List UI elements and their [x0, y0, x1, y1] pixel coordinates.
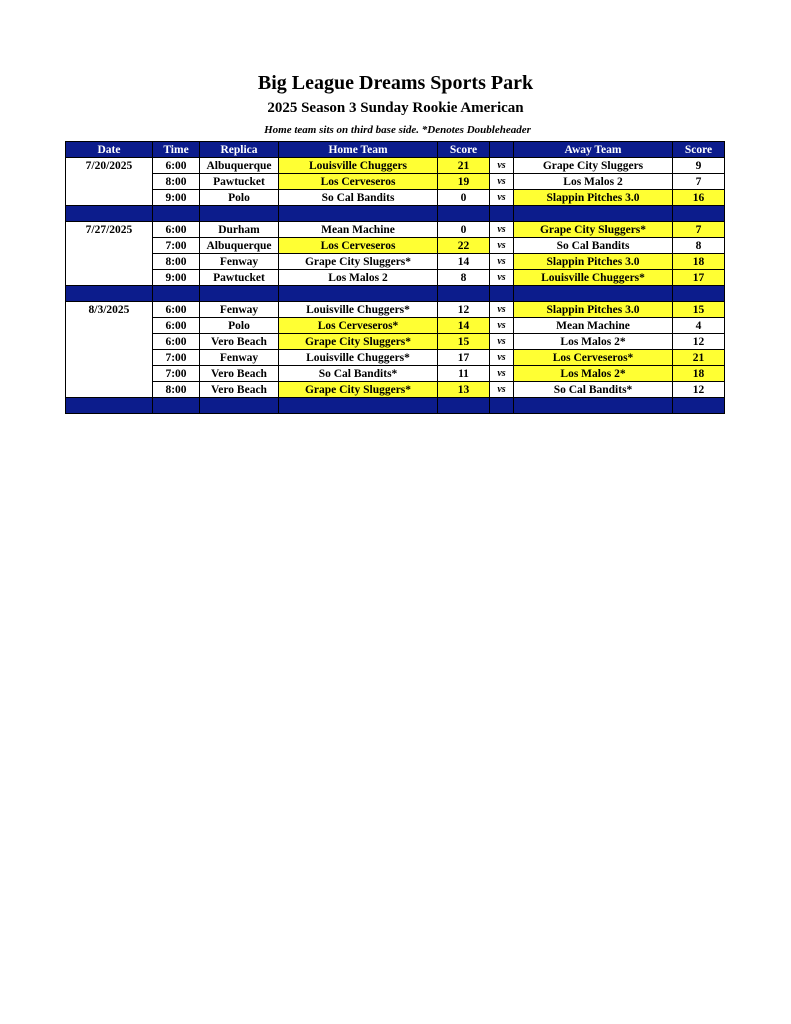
separator-cell — [514, 206, 673, 222]
date-cell: 7/27/2025 — [66, 222, 153, 238]
away-team-cell: Los Cerveseros* — [514, 350, 673, 366]
separator-cell — [66, 206, 153, 222]
away-score-cell: 7 — [673, 174, 725, 190]
vs-cell: vs — [490, 270, 514, 286]
game-row — [66, 254, 725, 270]
game-row — [66, 270, 725, 286]
away-team-cell: Slappin Pitches 3.0 — [514, 254, 673, 270]
away-team-cell: Mean Machine — [514, 318, 673, 334]
time-cell: 9:00 — [153, 270, 200, 286]
time-cell: 9:00 — [153, 190, 200, 206]
time-cell: 8:00 — [153, 382, 200, 398]
col-away-score-header: Score — [673, 142, 725, 158]
separator-cell — [438, 206, 490, 222]
away-score-cell: 18 — [673, 254, 725, 270]
home-team-cell: Louisville Chuggers* — [279, 350, 438, 366]
vs-cell: vs — [490, 238, 514, 254]
away-team-cell: Los Malos 2* — [514, 366, 673, 382]
date-cell — [66, 334, 153, 350]
game-row — [66, 174, 725, 190]
time-cell: 6:00 — [153, 158, 200, 174]
home-score-cell: 22 — [438, 238, 490, 254]
separator-cell — [438, 286, 490, 302]
game-row — [66, 158, 725, 174]
col-vs-header — [490, 142, 514, 158]
schedule-body — [66, 158, 725, 414]
separator-cell — [514, 286, 673, 302]
time-cell: 6:00 — [153, 222, 200, 238]
schedule-note: Home team sits on third base side. *Denotes Doubleheader — [264, 124, 531, 136]
home-score-cell: 14 — [438, 318, 490, 334]
separator-cell — [200, 206, 279, 222]
home-team-cell: Grape City Sluggers* — [279, 382, 438, 398]
home-team-cell: Louisville Chuggers — [279, 158, 438, 174]
time-cell: 7:00 — [153, 238, 200, 254]
game-row — [66, 238, 725, 254]
date-cell — [66, 382, 153, 398]
home-score-cell: 11 — [438, 366, 490, 382]
date-cell — [66, 238, 153, 254]
home-score-cell: 15 — [438, 334, 490, 350]
col-replica-header: Replica — [200, 142, 279, 158]
separator-cell — [514, 398, 673, 414]
vs-cell: vs — [490, 318, 514, 334]
home-team-cell: Grape City Sluggers* — [279, 254, 438, 270]
date-cell — [66, 254, 153, 270]
page-title: Big League Dreams Sports Park — [257, 72, 534, 94]
vs-cell: vs — [490, 366, 514, 382]
separator-cell — [490, 206, 514, 222]
home-score-cell: 0 — [438, 222, 490, 238]
col-home-team-header: Home Team — [279, 142, 438, 158]
replica-cell: Vero Beach — [200, 366, 279, 382]
replica-cell: Fenway — [200, 350, 279, 366]
away-team-cell: Slappin Pitches 3.0 — [514, 302, 673, 318]
date-cell — [66, 350, 153, 366]
away-team-cell: Grape City Sluggers — [514, 158, 673, 174]
away-score-cell: 7 — [673, 222, 725, 238]
replica-cell: Albuquerque — [200, 158, 279, 174]
vs-cell: vs — [490, 158, 514, 174]
separator-cell — [200, 398, 279, 414]
date-cell — [66, 366, 153, 382]
game-row — [66, 334, 725, 350]
separator-cell — [153, 206, 200, 222]
vs-cell: vs — [490, 350, 514, 366]
separator-cell — [279, 286, 438, 302]
vs-cell: vs — [490, 190, 514, 206]
away-score-cell: 16 — [673, 190, 725, 206]
home-team-cell: Grape City Sluggers* — [279, 334, 438, 350]
header-row — [66, 142, 725, 158]
separator-cell — [673, 398, 725, 414]
separator-cell — [200, 286, 279, 302]
game-row — [66, 302, 725, 318]
home-team-cell: Los Cerveseros — [279, 174, 438, 190]
home-score-cell: 8 — [438, 270, 490, 286]
away-team-cell: So Cal Bandits — [514, 238, 673, 254]
away-score-cell: 21 — [673, 350, 725, 366]
separator-cell — [673, 206, 725, 222]
away-team-cell: Louisville Chuggers* — [514, 270, 673, 286]
separator-cell — [279, 206, 438, 222]
home-score-cell: 13 — [438, 382, 490, 398]
home-team-cell: Louisville Chuggers* — [279, 302, 438, 318]
replica-cell: Vero Beach — [200, 334, 279, 350]
col-home-score-header: Score — [438, 142, 490, 158]
game-row — [66, 222, 725, 238]
vs-cell: vs — [490, 334, 514, 350]
away-team-cell: Grape City Sluggers* — [514, 222, 673, 238]
time-cell: 8:00 — [153, 254, 200, 270]
away-score-cell: 9 — [673, 158, 725, 174]
home-score-cell: 17 — [438, 350, 490, 366]
time-cell: 8:00 — [153, 174, 200, 190]
date-cell: 8/3/2025 — [66, 302, 153, 318]
separator-cell — [153, 286, 200, 302]
group-separator-row — [66, 206, 725, 222]
time-cell: 6:00 — [153, 302, 200, 318]
date-cell — [66, 190, 153, 206]
replica-cell: Fenway — [200, 254, 279, 270]
separator-cell — [279, 398, 438, 414]
home-score-cell: 0 — [438, 190, 490, 206]
home-team-cell: Los Cerveseros — [279, 238, 438, 254]
away-team-cell: Los Malos 2* — [514, 334, 673, 350]
away-team-cell: Slappin Pitches 3.0 — [514, 190, 673, 206]
replica-cell: Fenway — [200, 302, 279, 318]
game-row — [66, 318, 725, 334]
replica-cell: Polo — [200, 318, 279, 334]
replica-cell: Albuquerque — [200, 238, 279, 254]
home-team-cell: So Cal Bandits — [279, 190, 438, 206]
separator-cell — [66, 286, 153, 302]
date-cell — [66, 174, 153, 190]
vs-cell: vs — [490, 302, 514, 318]
home-team-cell: Los Malos 2 — [279, 270, 438, 286]
separator-cell — [673, 286, 725, 302]
vs-cell: vs — [490, 222, 514, 238]
group-separator-row — [66, 286, 725, 302]
col-time-header: Time — [153, 142, 200, 158]
col-date-header: Date — [66, 142, 153, 158]
time-cell: 7:00 — [153, 366, 200, 382]
time-cell: 7:00 — [153, 350, 200, 366]
replica-cell: Polo — [200, 190, 279, 206]
separator-cell — [490, 286, 514, 302]
col-away-team-header: Away Team — [514, 142, 673, 158]
game-row — [66, 366, 725, 382]
home-score-cell: 14 — [438, 254, 490, 270]
page-subtitle: 2025 Season 3 Sunday Rookie American — [267, 100, 524, 116]
vs-cell: vs — [490, 254, 514, 270]
home-score-cell: 12 — [438, 302, 490, 318]
replica-cell: Durham — [200, 222, 279, 238]
group-separator-row — [66, 398, 725, 414]
replica-cell: Vero Beach — [200, 382, 279, 398]
vs-cell: vs — [490, 382, 514, 398]
home-team-cell: Mean Machine — [279, 222, 438, 238]
home-team-cell: So Cal Bandits* — [279, 366, 438, 382]
away-score-cell: 12 — [673, 382, 725, 398]
replica-cell: Pawtucket — [200, 174, 279, 190]
away-score-cell: 18 — [673, 366, 725, 382]
away-score-cell: 4 — [673, 318, 725, 334]
schedule-table — [65, 141, 725, 414]
replica-cell: Pawtucket — [200, 270, 279, 286]
away-score-cell: 17 — [673, 270, 725, 286]
home-score-cell: 21 — [438, 158, 490, 174]
game-row — [66, 382, 725, 398]
separator-cell — [438, 398, 490, 414]
date-cell — [66, 270, 153, 286]
time-cell: 6:00 — [153, 318, 200, 334]
date-cell: 7/20/2025 — [66, 158, 153, 174]
home-score-cell: 19 — [438, 174, 490, 190]
time-cell: 6:00 — [153, 334, 200, 350]
away-score-cell: 12 — [673, 334, 725, 350]
game-row — [66, 350, 725, 366]
game-row — [66, 190, 725, 206]
away-score-cell: 8 — [673, 238, 725, 254]
away-score-cell: 15 — [673, 302, 725, 318]
date-cell — [66, 318, 153, 334]
home-team-cell: Los Cerveseros* — [279, 318, 438, 334]
separator-cell — [490, 398, 514, 414]
vs-cell: vs — [490, 174, 514, 190]
separator-cell — [153, 398, 200, 414]
separator-cell — [66, 398, 153, 414]
away-team-cell: So Cal Bandits* — [514, 382, 673, 398]
away-team-cell: Los Malos 2 — [514, 174, 673, 190]
